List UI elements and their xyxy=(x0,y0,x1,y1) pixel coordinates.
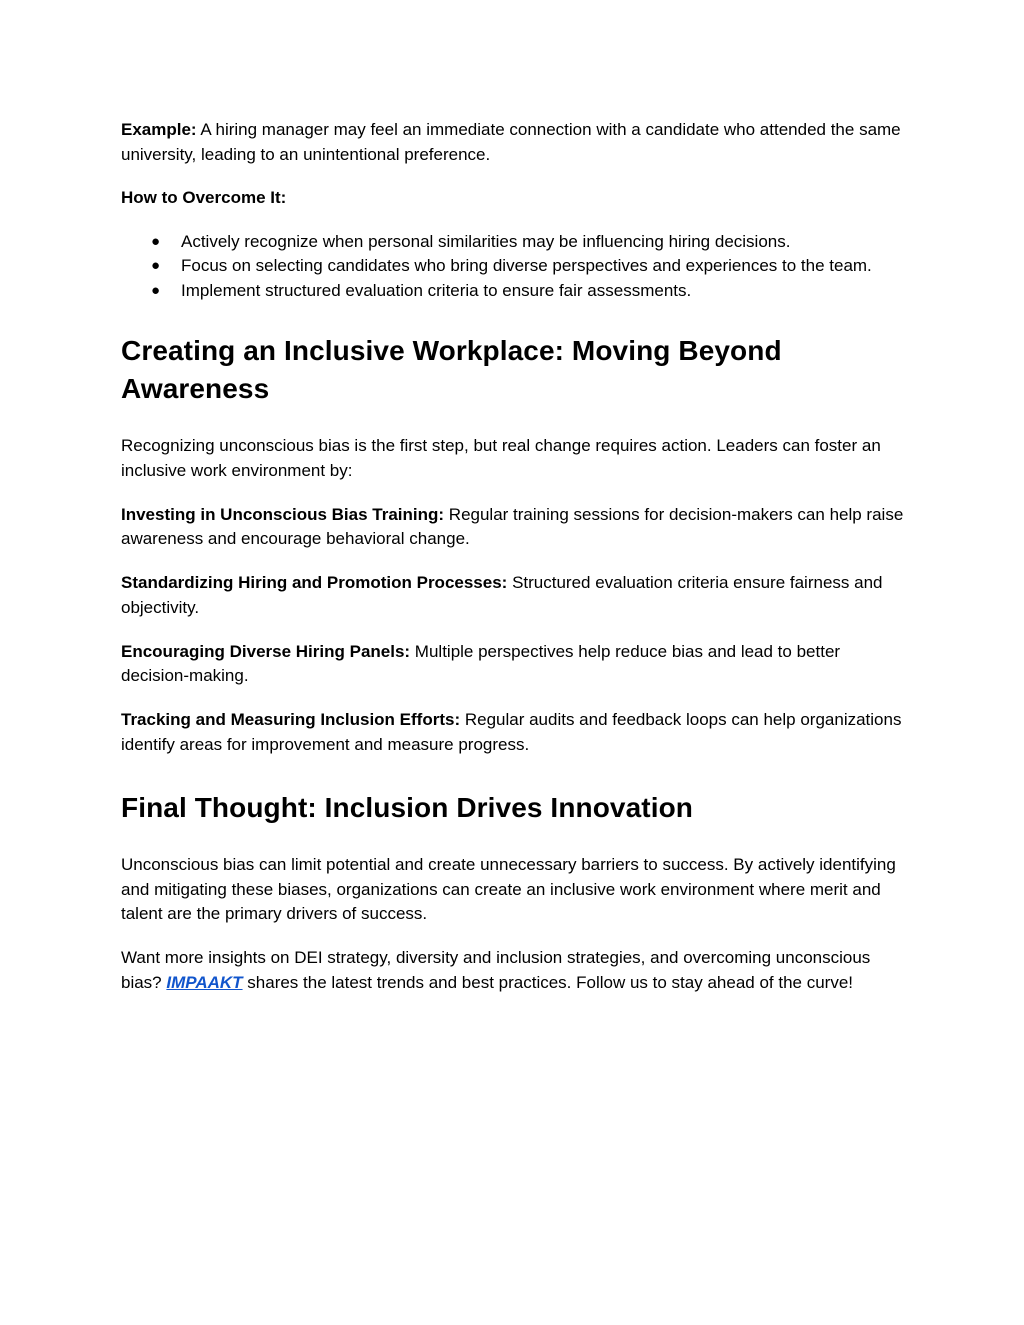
cta-text-before: Want more insights on DEI strategy, diversity and inclusion strategies, and overcoming unconscious bias? xyxy=(121,948,871,992)
item-label: Tracking and Measuring Inclusion Efforts: xyxy=(121,710,461,729)
item-label: Investing in Unconscious Bias Training: xyxy=(121,504,445,524)
overcome-bullet-list xyxy=(121,230,911,304)
bullet-text: Focus on selecting candidates who bring diverse perspectives and experiences to the team. xyxy=(181,256,872,275)
bullet-text: Implement structured evaluation criteria to ensure fair assessments. xyxy=(181,280,692,300)
bullet-text: Actively recognize when personal similarities may be influencing hiring decisions. xyxy=(181,231,791,251)
example-text: A hiring manager may feel an immediate connection with a candidate who attended the same university, leading to an unintentional preference. xyxy=(121,120,901,164)
list-item xyxy=(121,254,911,279)
inclusive-item-panels xyxy=(121,640,911,689)
item-text: Structured evaluation criteria ensure fairness and objectivity. xyxy=(121,573,883,617)
item-text: Regular audits and feedback loops can help organizations identify areas for improvement and measure progress. xyxy=(121,710,902,754)
inclusive-item-tracking xyxy=(121,708,911,757)
impaakt-link[interactable]: IMPAAKT xyxy=(166,972,243,992)
example-paragraph xyxy=(121,118,911,167)
overcome-title-text: How to Overcome It: xyxy=(121,188,287,207)
cta-paragraph xyxy=(121,946,911,995)
overcome-title xyxy=(121,186,911,211)
example-label: Example: xyxy=(121,120,197,139)
inclusive-intro-paragraph: Recognizing unconscious bias is the first step, but real change requires action. Leaders can foster an inclusive work environment by: xyxy=(121,436,881,480)
bullet-icon: ● xyxy=(151,257,161,274)
document-page xyxy=(121,118,911,995)
item-text: Regular training sessions for decision-makers can help raise awareness and encourage behavioral change. xyxy=(121,504,904,548)
final-thought-heading: Final Thought: Inclusion Drives Innovation xyxy=(121,792,693,823)
final-paragraph: Unconscious bias can limit potential and create unnecessary barriers to success. By actively identifying and mitigating these biases, organizations can create an inclusive work environment where merit and talent are the primary drivers of success. xyxy=(121,855,896,923)
bullet-icon: ● xyxy=(151,281,161,299)
list-item xyxy=(121,230,911,255)
inclusive-item-standardizing xyxy=(121,571,911,620)
inclusive-workplace-heading: Creating an Inclusive Workplace: Moving Beyond Awareness xyxy=(121,335,782,404)
item-text: Multiple perspectives help reduce bias and lead to better decision-making. xyxy=(121,641,841,685)
cta-text-after: shares the latest trends and best practices. Follow us to stay ahead of the curve! xyxy=(242,972,854,992)
item-label: Encouraging Diverse Hiring Panels: xyxy=(121,641,411,661)
item-label: Standardizing Hiring and Promotion Processes: xyxy=(121,573,508,592)
list-item xyxy=(121,279,911,304)
inclusive-item-training xyxy=(121,503,911,552)
bullet-icon: ● xyxy=(151,232,161,250)
